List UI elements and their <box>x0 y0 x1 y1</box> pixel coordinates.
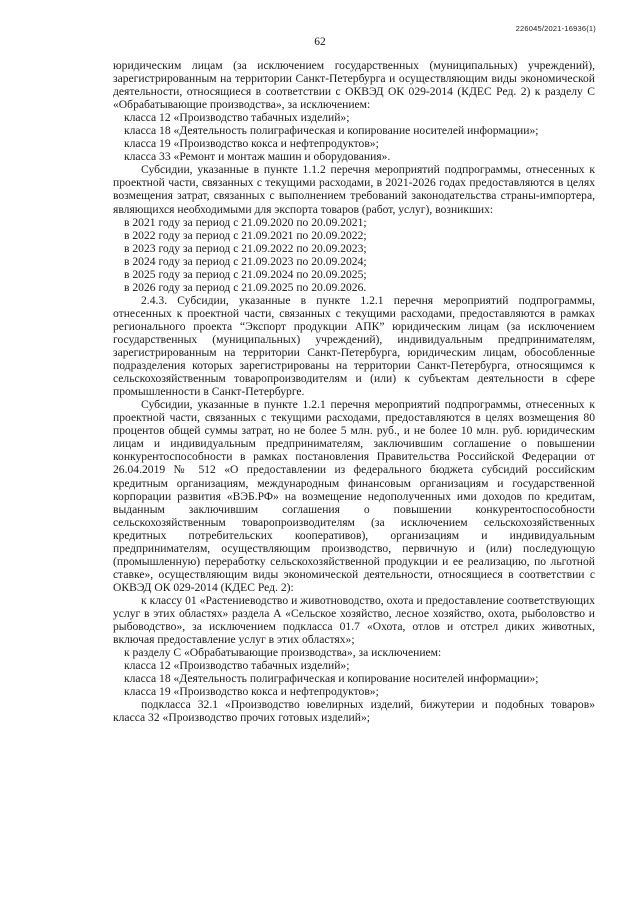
list-item: класса 12 «Производство табачных изделий»; <box>124 659 350 673</box>
list-item: в 2025 году за период с 21.09.2024 по 20.09.2025; <box>124 267 367 281</box>
list-item: класса 33 «Ремонт и монтаж машин и оборудования». <box>124 150 391 164</box>
list-item: в 2021 году за период с 21.09.2020 по 20.09.2021; <box>124 215 367 229</box>
list-item: в 2023 году за период с 21.09.2022 по 20.09.2023; <box>124 241 367 255</box>
paragraph: подкласса 32.1 «Производство ювелирных изделий, бижутерии и подобных товаров» класса 32 «Производство прочих готовых изделий»; <box>113 698 595 725</box>
document-body <box>113 59 595 724</box>
list-item: класса 18 «Деятельность полиграфическая и копирование носителей информации»; <box>124 672 539 686</box>
page-number: 62 <box>314 36 326 48</box>
list-item: к разделу С «Обрабатывающие производства», за исключением: <box>124 646 442 660</box>
paragraph: 2.4.3. Субсидии, указанные в пункте 1.2.1 перечня мероприятий подпрограммы, отнесенных к проектной части, связанных с текущими расходами, предоставляются в рамках регионального проекта “Экспорт продукции АПК” юридическим лицам (за исключением государственных (муниципальных) учреждений), индивидуальным предпринимателям, зарегистрированным на территории Санкт-Петербурга, юридическим лицам, обособленные подразделения которых зарегистрированы на территории Санкт-Петербурга, относящимся к сельскохозяйственным товаропроизводителям и (или) к субъектам деятельности в сфере промышленности в Санкт-Петербурге. <box>113 293 595 399</box>
list-item: в 2022 году за период с 21.09.2021 по 20.09.2022; <box>124 228 367 242</box>
list-item: класса 18 «Деятельность полиграфическая и копирование носителей информации»; <box>124 124 539 138</box>
list-item: класса 19 «Производство кокса и нефтепродуктов»; <box>124 137 379 151</box>
paragraph: Субсидии, указанные в пункте 1.1.2 перечня мероприятий подпрограммы, отнесенных к проектной части, связанных с текущими расходами, в 2021-2026 годах предоставляются в целях возмещения затрат, связанных с выполнением требований законодательства страны-импортера, являющихся необходимыми для экспорта товаров (работ, услуг), возникших: <box>113 163 595 216</box>
list-item: в 2026 году за период с 21.09.2025 по 20.09.2026. <box>124 280 367 294</box>
document-registration-code: 226045/2021-16936(1) <box>515 24 596 33</box>
paragraph: к классу 01 «Растениеводство и животноводство, охота и предоставление соответствующих услуг в этих областях» раздела А «Сельское хозяйство, лесное хозяйство, охота, рыболовство и рыбоводство», за исключением подкласса 01.7 «Охота, отлов и отстрел диких животных, включая предоставление услуг в этих областях»; <box>113 593 595 647</box>
paragraph: Субсидии, указанные в пункте 1.2.1 перечня мероприятий подпрограммы, отнесенных к проектной части, связанных с текущими расходами, предоставляются в целях возмещения 80 процентов общей суммы затрат, но не более 5 млн. руб., и не более 10 млн. руб. юридическим лицам и индивидуальным предпринимателям, заключившим соглашение о повышении конкурентоспособности в рамках постановления Правительства Российской Федерации от 26.04.2019 № 512 «О предоставлении из федерального бюджета субсидий российским кредитным организациям, международным финансовым организациям и государственной корпорации развития «ВЭБ.РФ» на возмещение недополученных ими доходов по кредитам, выданным заключившим соглашения о повышении конкурентоспособности сельскохозяйственным товаропроизводителям (за исключением сельскохозяйственных кредитных потребительских кооперативов), организациям и индивидуальным предпринимателям, осуществляющим производство, первичную и (или) последующую (промышленную) переработку сельскохозяйственной продукции и ее реализацию, по льготной ставке», осуществляющим виды экономической деятельности, относящиеся в соответствии с ОКВЭД ОК 029-2014 (КДЕС Ред. 2): <box>113 398 595 594</box>
list-item: в 2024 году за период с 21.09.2023 по 20.09.2024; <box>124 254 367 268</box>
paragraph: юридическим лицам (за исключением государственных (муниципальных) учреждений), зарегистрированным на территории Санкт-Петербурга и осуществляющим виды экономической деятельности, относящиеся в соответствии с ОКВЭД ОК 029-2014 (КДЕС Ред. 2) к разделу С «Обрабатывающие производства», за исключением: <box>113 59 595 112</box>
list-item: класса 12 «Производство табачных изделий»; <box>124 111 350 125</box>
list-item: класса 19 «Производство кокса и нефтепродуктов»; <box>124 685 379 699</box>
